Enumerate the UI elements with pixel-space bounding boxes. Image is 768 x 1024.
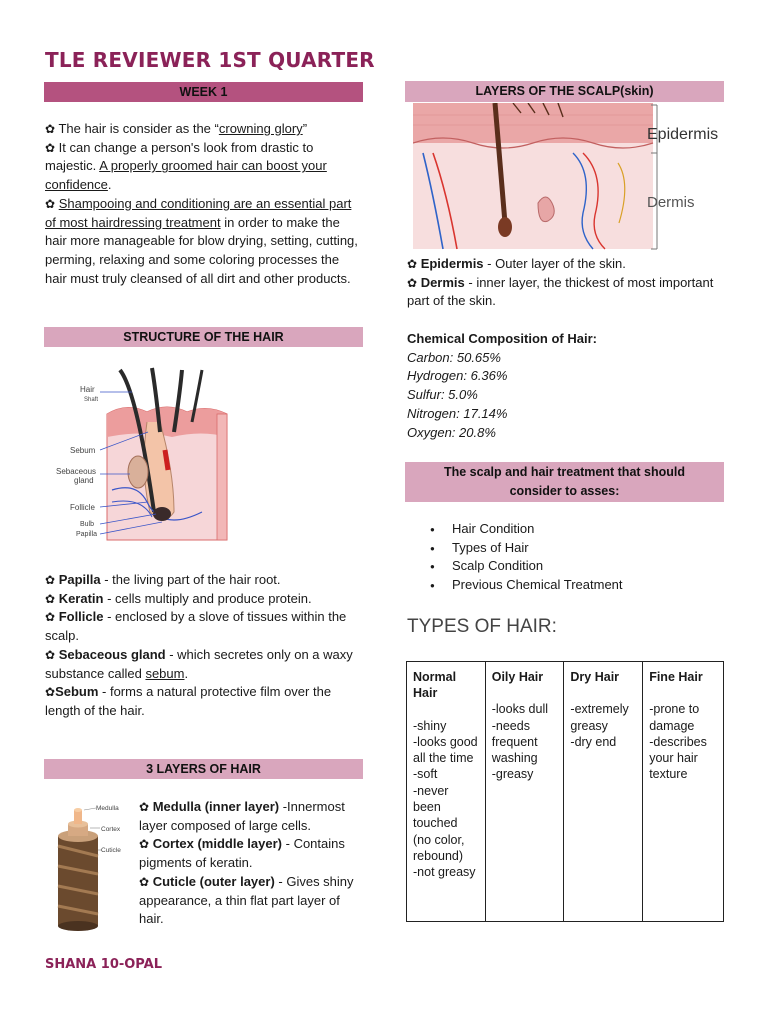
page-title: TLE REVIEWER 1ST QUARTER	[45, 48, 375, 72]
treatment-header: The scalp and hair treatment that should consider to asses:	[405, 462, 724, 502]
structure-item: ✿ Follicle - enclosed by a slove of tissues within the scalp.	[45, 609, 347, 644]
flower-bullet-icon: ✿	[45, 196, 56, 211]
table-cell: Fine Hair -prone to damage -describes your hair texture	[643, 662, 724, 922]
layers-list	[139, 798, 365, 929]
list-item: ● Hair Condition	[430, 520, 623, 539]
scalp-item: ✿ Epidermis - Outer layer of the skin.	[407, 256, 626, 271]
label-dermis: Dermis	[647, 194, 695, 211]
hair-types-table	[406, 661, 724, 922]
label-gland: gland	[74, 476, 94, 485]
label-bulb: Bulb	[80, 521, 95, 528]
week1-header-label: WEEK 1	[179, 85, 228, 99]
label-hair: Hair	[80, 385, 95, 394]
structure-item: ✿ Sebaceous gland - which secretes only on a waxy substance called sebum.	[45, 646, 353, 681]
flower-bullet-icon: ✿	[45, 610, 56, 625]
structure-item: ✿ Keratin - cells multiply and produce protein.	[45, 590, 312, 606]
label-epidermis: Epidermis	[647, 126, 719, 143]
chemical-item: Nitrogen: 17.14%	[407, 405, 508, 421]
scalp-layers-diagram	[413, 103, 723, 251]
flower-bullet-icon: ✿	[45, 591, 56, 606]
table-cell: Normal Hair -shiny -looks good all the time -soft -never been touched (no color, rebound) -not greasy	[407, 662, 486, 922]
flower-bullet-icon: ✿	[45, 685, 56, 700]
label-sebum: Sebum	[70, 446, 96, 455]
flower-bullet-icon: ✿	[139, 837, 150, 852]
scalp-item: ✿ Dermis - inner layer, the thickest of most important part of the skin.	[407, 274, 714, 309]
structure-item: ✿Sebum - forms a natural protective film over the length of the hair.	[45, 684, 332, 718]
structure-list	[45, 571, 360, 721]
layers-item: ✿ Cuticle (outer layer) - Gives shiny appearance, a thin flat part layer of hair.	[139, 873, 354, 927]
scalp-list	[407, 255, 727, 311]
label-shaft: Shaft	[84, 397, 99, 403]
chemical-item: Carbon: 50.65%	[407, 349, 501, 365]
chemical-item: Hydrogen: 6.36%	[407, 368, 508, 384]
week1-header	[44, 82, 363, 102]
flower-bullet-icon: ✿	[139, 874, 150, 889]
table-cell: Dry Hair -extremely greasy -dry end	[564, 662, 643, 922]
label-papilla: Papilla	[76, 531, 98, 538]
label-follicle: Follicle	[70, 503, 95, 512]
flower-bullet-icon: ✿	[407, 257, 418, 271]
label-cortex: Cortex	[101, 826, 121, 833]
flower-bullet-icon: ✿	[45, 140, 56, 155]
chemical-item: Oxygen: 20.8%	[407, 424, 496, 440]
scalp-header: LAYERS OF THE SCALP(skin)	[405, 81, 724, 102]
week1-paragraph-3: ✿ Shampooing and conditioning are an essential part of most hairdressing treatment in order to make the hair more manageable for blow drying, setting, cutting, perming, relaxing and some coloring processes the hair must truly cleansed of all dirt and other products.	[45, 195, 358, 286]
week1-text	[45, 120, 360, 288]
list-item: ● Types of Hair	[430, 539, 623, 558]
chemical-item: Sulfur: 5.0%	[407, 387, 478, 403]
label-cuticle: Cuticle	[101, 847, 121, 854]
layers-item: ✿ Cortex (middle layer) - Contains pigments of keratin.	[139, 836, 345, 871]
layers-header: 3 LAYERS OF HAIR	[44, 759, 363, 779]
treatment-list	[430, 520, 623, 595]
structure-header: STRUCTURE OF THE HAIR	[44, 327, 363, 347]
flower-bullet-icon: ✿	[45, 122, 56, 136]
structure-item: ✿ Papilla - the living part of the hair root.	[45, 572, 281, 587]
flower-bullet-icon: ✿	[45, 573, 56, 587]
flower-bullet-icon: ✿	[407, 275, 418, 290]
chemical-section	[407, 330, 727, 442]
week1-paragraph-1: ✿ The hair is consider as the “crowning glory”	[45, 121, 308, 136]
hair-layers-diagram	[46, 796, 136, 932]
week1-paragraph-2: ✿ It can change a person's look from drastic to majestic. A properly groomed hair can boost your confidence.	[45, 139, 327, 193]
types-title: TYPES OF HAIR:	[407, 616, 557, 637]
list-item: ● Scalp Condition	[430, 557, 623, 576]
flower-bullet-icon: ✿	[139, 800, 150, 814]
flower-bullet-icon: ✿	[45, 647, 56, 662]
layers-item: ✿ Medulla (inner layer) -Innermost layer composed of large cells.	[139, 799, 345, 833]
table-cell: Oily Hair -looks dull -needs frequent washing -greasy	[485, 662, 564, 922]
footer-author: SHANA 10-OPAL	[45, 957, 162, 972]
chemical-heading: Chemical Composition of Hair:	[407, 331, 597, 346]
hair-structure-diagram	[52, 362, 242, 547]
label-sebaceous: Sebaceous	[56, 467, 97, 476]
list-item: ● Previous Chemical Treatment	[430, 576, 623, 595]
label-medulla: Medulla	[96, 805, 119, 812]
